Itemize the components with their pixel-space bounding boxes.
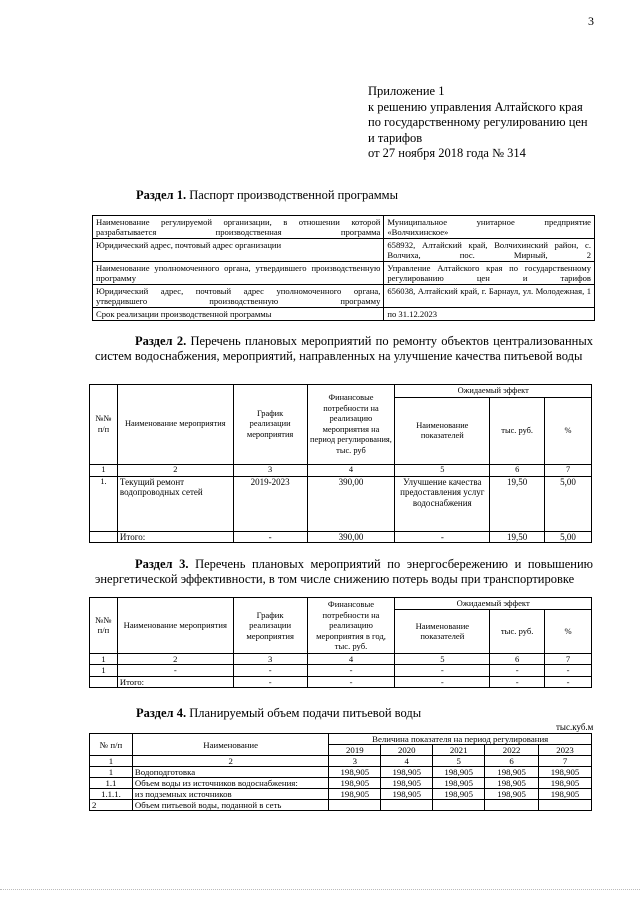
col-number: 5: [433, 756, 485, 767]
column-number-row: [90, 653, 592, 665]
row-schedule: -: [233, 665, 307, 677]
passport-label: Наименование регулируемой организации, в отношении которой разрабатывается производственная программа: [93, 216, 384, 239]
section1-title-bold: Раздел 1.: [136, 188, 187, 202]
passport-label: Срок реализации производственной программы: [93, 308, 384, 321]
col-number: 2: [117, 653, 233, 665]
section4-title-text: Планируемый объем подачи питьевой воды: [186, 706, 422, 720]
row-num: 2: [90, 800, 133, 811]
table-row: [93, 285, 595, 308]
row-num: 1.1: [90, 778, 133, 789]
passport-value: 656038, Алтайский край, г. Барнаул, ул. Молодежная, 1: [384, 285, 595, 308]
row-indicator: -: [395, 665, 490, 677]
section2-title-bold: Раздел 2.: [135, 334, 187, 348]
section3-title-text: Перечень плановых мероприятий по энергосбережению и повышению энергетической эффективности, в том числе снижению потерь воды при транспортировке: [95, 557, 593, 586]
header-num: №№ п/п: [90, 598, 118, 654]
col-number: 7: [539, 756, 592, 767]
col-number: 2: [132, 756, 328, 767]
total-percent: 5,00: [545, 531, 592, 543]
row-num: 1: [90, 665, 118, 677]
col-number: 7: [545, 465, 592, 477]
passport-value: Управление Алтайского края по государственному регулированию цен и тарифов: [384, 262, 595, 285]
header-name: Наименование мероприятия: [117, 598, 233, 654]
total-row: [90, 531, 592, 543]
col-number: 6: [490, 465, 545, 477]
header-period: Величина показателя на период регулирования: [329, 734, 592, 745]
header-thousand: тыс. руб.: [490, 609, 545, 653]
header-year: 2022: [485, 745, 539, 756]
total-finance: 390,00: [307, 531, 395, 543]
row-value: 198,905: [539, 767, 592, 778]
col-number: 6: [485, 756, 539, 767]
table-row: [93, 262, 595, 285]
row-value: 198,905: [485, 767, 539, 778]
section2-title-text: Перечень плановых мероприятий по ремонту объектов централизованных систем водоснабжения, мероприятий, направленных на улучшение качества питьевой воды: [95, 334, 593, 363]
table-header-row: [90, 598, 592, 610]
row-value: 198,905: [433, 767, 485, 778]
total-finance: -: [307, 676, 395, 688]
header-indicator: Наименование показателей: [395, 398, 490, 465]
header-finance: Финансовые потребности на реализацию мероприятия в год, тыс. руб.: [307, 598, 395, 654]
page-number: 3: [588, 14, 594, 28]
col-number: 1: [90, 756, 133, 767]
col-number: 4: [381, 756, 433, 767]
total-empty: [90, 531, 118, 543]
table-row: [93, 239, 595, 262]
section1-title: [136, 188, 398, 203]
col-number: 5: [395, 465, 490, 477]
passport-label: Юридический адрес, почтовый адрес организации: [93, 239, 384, 262]
table-row: [90, 800, 592, 811]
total-label: Итого:: [117, 676, 233, 688]
section3-title-bold: Раздел 3.: [135, 557, 189, 571]
row-finance: -: [307, 665, 395, 677]
header-indicator: Наименование показателей: [395, 609, 490, 653]
row-value: 198,905: [433, 778, 485, 789]
row-name: Объем питьевой воды, поданной в сеть: [132, 800, 328, 811]
row-name: Текущий ремонт водопроводных сетей: [117, 476, 233, 531]
header-effect: Ожидаемый эффект: [395, 385, 592, 398]
col-number: 1: [90, 653, 118, 665]
section1-title-text: Паспорт производственной программы: [186, 188, 398, 202]
table-row: [90, 767, 592, 778]
passport-value: 658932, Алтайский край, Волчихинский район, с. Волчиха, пос. Мирный, 2: [384, 239, 595, 262]
row-num: 1.: [90, 476, 118, 531]
repair-measures-table: [89, 384, 592, 543]
table-row: [90, 665, 592, 677]
total-schedule: -: [233, 531, 307, 543]
col-number: 4: [307, 653, 395, 665]
row-value: [433, 800, 485, 811]
row-value: [329, 800, 381, 811]
appendix-line: Приложение 1: [368, 84, 445, 98]
row-value: [381, 800, 433, 811]
row-value: 198,905: [381, 789, 433, 800]
row-thousand: 19,50: [490, 476, 545, 531]
section4-title-bold: Раздел 4.: [136, 706, 187, 720]
row-value: 198,905: [329, 789, 381, 800]
row-value: 198,905: [329, 767, 381, 778]
table-row: [93, 308, 595, 321]
passport-label: Наименование уполномоченного органа, утвердившего производственную программу: [93, 262, 384, 285]
row-num: 1: [90, 767, 133, 778]
row-indicator: Улучшение качества предоставления услуг водоснабжения: [395, 476, 490, 531]
row-value: [539, 800, 592, 811]
total-indicator: -: [395, 676, 490, 688]
header-year: 2019: [329, 745, 381, 756]
row-value: 198,905: [433, 789, 485, 800]
appendix-line: от 27 ноября 2018 года № 314: [368, 146, 526, 160]
col-number: 6: [490, 653, 545, 665]
header-name: Наименование мероприятия: [117, 385, 233, 465]
row-name: Объем воды из источников водоснабжения:: [132, 778, 328, 789]
col-number: 1: [90, 465, 118, 477]
total-indicator: -: [395, 531, 490, 543]
row-value: 198,905: [381, 778, 433, 789]
header-year: 2021: [433, 745, 485, 756]
total-row: [90, 676, 592, 688]
col-number: 2: [117, 465, 233, 477]
row-name: -: [117, 665, 233, 677]
header-percent: %: [545, 609, 592, 653]
total-empty: [90, 676, 118, 688]
row-name: из подземных источников: [132, 789, 328, 800]
row-value: 198,905: [381, 767, 433, 778]
header-effect: Ожидаемый эффект: [395, 598, 592, 610]
unit-label: тыс.куб.м: [556, 722, 594, 732]
row-name: Водоподготовка: [132, 767, 328, 778]
table-row: [93, 216, 595, 239]
section2-title: [95, 334, 593, 364]
header-year: 2020: [381, 745, 433, 756]
row-value: 198,905: [485, 778, 539, 789]
row-thousand: -: [490, 665, 545, 677]
energy-measures-table: [89, 597, 592, 688]
table-header-row: [90, 385, 592, 398]
section4-title: [136, 706, 421, 721]
row-num: 1.1.1.: [90, 789, 133, 800]
column-number-row: [90, 756, 592, 767]
col-number: 5: [395, 653, 490, 665]
row-value: 198,905: [539, 789, 592, 800]
header-name: Наименование: [132, 734, 328, 756]
water-supply-table: [89, 733, 592, 811]
header-num: №№ п/п: [90, 385, 118, 465]
appendix-block: [368, 84, 588, 162]
row-value: 198,905: [329, 778, 381, 789]
table-row: [90, 778, 592, 789]
row-value: [485, 800, 539, 811]
header-num: № п/п: [90, 734, 133, 756]
table-row: [90, 476, 592, 531]
row-percent: 5,00: [545, 476, 592, 531]
table-row: [90, 789, 592, 800]
col-number: 3: [233, 465, 307, 477]
page-bottom-rule: [0, 889, 640, 890]
row-schedule: 2019-2023: [233, 476, 307, 531]
table-header-row: [90, 734, 592, 745]
row-value: 198,905: [539, 778, 592, 789]
column-number-row: [90, 465, 592, 477]
passport-table: [92, 215, 595, 321]
total-label: Итого:: [117, 531, 233, 543]
header-percent: %: [545, 398, 592, 465]
passport-value: по 31.12.2023: [384, 308, 595, 321]
total-percent: -: [545, 676, 592, 688]
passport-value: Муниципальное унитарное предприятие «Волчихинское»: [384, 216, 595, 239]
total-thousand: 19,50: [490, 531, 545, 543]
total-schedule: -: [233, 676, 307, 688]
header-schedule: График реализации мероприятия: [233, 385, 307, 465]
row-finance: 390,00: [307, 476, 395, 531]
col-number: 3: [329, 756, 381, 767]
header-finance: Финансовые потребности на реализацию мероприятия на период регулирования, тыс. руб: [307, 385, 395, 465]
appendix-line: к решению управления Алтайского края: [368, 99, 583, 114]
header-year: 2023: [539, 745, 592, 756]
header-schedule: График реализации мероприятия: [233, 598, 307, 654]
col-number: 3: [233, 653, 307, 665]
passport-label: Юридический адрес, почтовый адрес уполномоченного органа, утвердившего производственную программу: [93, 285, 384, 308]
row-value: 198,905: [485, 789, 539, 800]
col-number: 7: [545, 653, 592, 665]
row-percent: -: [545, 665, 592, 677]
appendix-line: и тарифов: [368, 130, 423, 145]
col-number: 4: [307, 465, 395, 477]
total-thousand: -: [490, 676, 545, 688]
header-thousand: тыс. руб.: [490, 398, 545, 465]
appendix-line: по государственному регулированию цен: [368, 115, 588, 129]
section3-title: [95, 557, 593, 587]
